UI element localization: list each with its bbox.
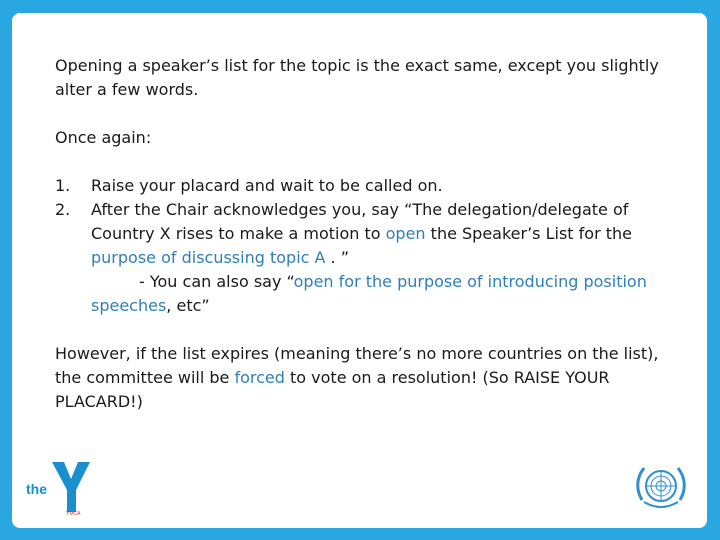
step-text: After the Chair acknowledges you, say “The delegation/delegate of Country X rises to make a motion to [91,200,629,243]
ymca-logo [24,457,98,517]
closing-paragraph [55,342,675,414]
step-text: . ” [330,248,350,267]
list-item [55,174,675,198]
un-emblem-icon [630,462,692,514]
slide-content [55,54,675,414]
ymca-the-text: the [26,481,47,497]
steps-list [55,174,675,318]
ymca-small-text: YMCA [66,511,81,517]
sub-note-suffix: , etc” [166,296,210,315]
list-item [55,198,675,318]
once-again-line: Once again: [55,128,152,147]
closing-text: However, if the list expires (meaning there’s no more countries on the list), the committee will be [55,344,659,387]
highlight-open: open [385,224,426,243]
step-text: the Speaker’s List for the [425,224,632,243]
slide-panel [12,13,707,528]
sub-note-prefix: - You can also say “ [139,272,294,291]
step-number: 1. [55,176,71,195]
closing-text-end: to vote on a resolution! (So RAISE YOUR PLACARD!) [55,368,610,411]
highlight-position-speeches: open for the purpose of introducing position speeches [91,272,647,315]
step-number: 2. [55,200,71,219]
highlight-forced: forced [234,368,285,387]
highlight-purpose: purpose of discussing topic A [91,248,331,267]
step-text: Raise your placard and wait to be called on. [91,176,443,195]
intro-paragraph: Opening a speaker’s list for the topic is the exact same, except you slightly alter a few words. [55,56,659,99]
